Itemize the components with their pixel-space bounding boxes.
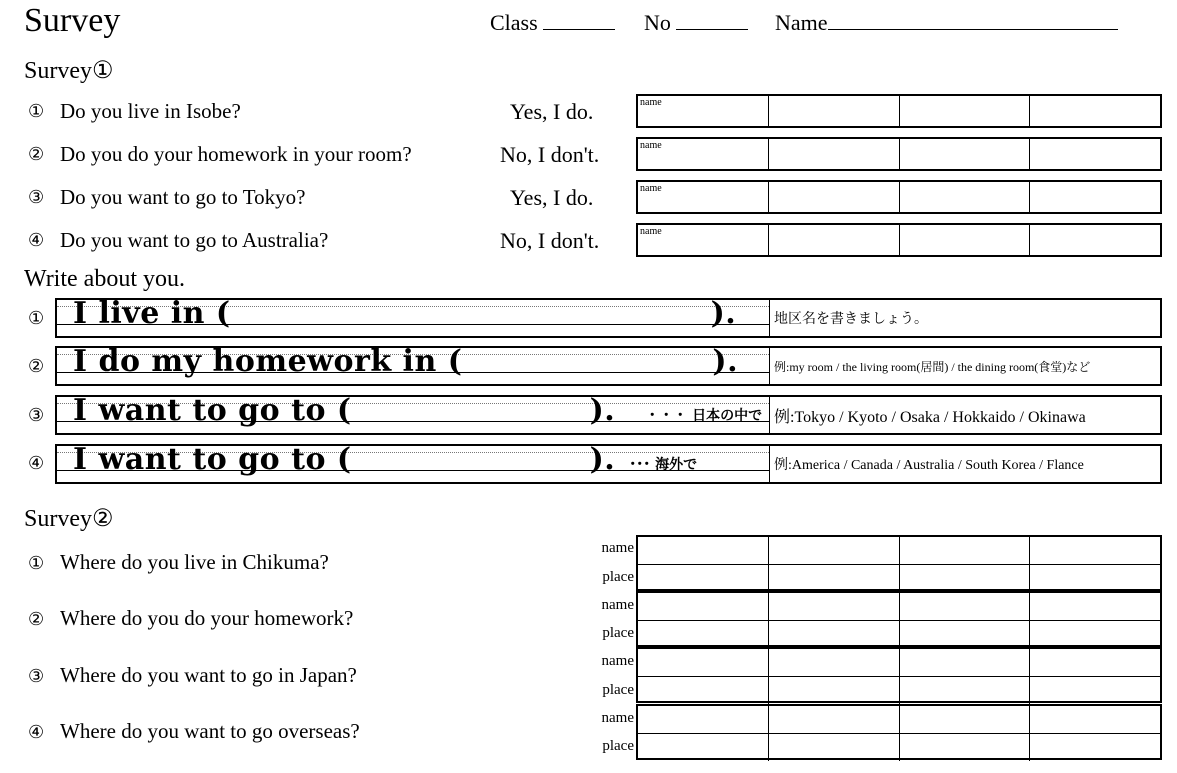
- name-cell[interactable]: [769, 537, 900, 564]
- place-cell[interactable]: [638, 621, 769, 648]
- place-cell[interactable]: [1030, 734, 1160, 761]
- place-cell[interactable]: [769, 621, 900, 648]
- sentence-end: ).: [710, 296, 737, 331]
- cell-name-label: name: [640, 183, 662, 194]
- place-cell[interactable]: [769, 565, 900, 592]
- survey1-q3-text: Do you want to go to Tokyo?: [60, 185, 306, 209]
- answer-cell[interactable]: [638, 225, 769, 255]
- survey1-q1-answer: Yes, I do.: [510, 99, 594, 124]
- survey1-q2-text: Do you do your homework in your room?: [60, 142, 412, 166]
- write-row3-number: ③: [28, 405, 45, 426]
- place-cell[interactable]: [769, 734, 900, 761]
- survey2-q2-name-label: name: [601, 597, 634, 613]
- survey2-q1-grid: [636, 535, 1162, 591]
- survey2-q4-number: ④: [28, 722, 45, 743]
- name-cell[interactable]: [769, 706, 900, 733]
- answer-cell[interactable]: [769, 182, 900, 212]
- survey2-q1-number: ①: [28, 553, 45, 574]
- name-cell[interactable]: [1030, 593, 1160, 620]
- answer-cell[interactable]: [900, 139, 1031, 169]
- answer-cell[interactable]: [638, 139, 769, 169]
- answer-cell[interactable]: [769, 96, 900, 126]
- survey2-q3-place-label: place: [602, 682, 634, 698]
- name-cell[interactable]: [638, 593, 769, 620]
- cell-name-label: name: [640, 140, 662, 151]
- survey2-q3-name-label: name: [601, 653, 634, 669]
- answer-cell[interactable]: [769, 225, 900, 255]
- sentence-end: ).: [589, 442, 616, 477]
- survey2-q3-text: Where do you want to go in Japan?: [60, 663, 357, 687]
- survey1-q4-grid: [636, 223, 1162, 257]
- write-row3-note: ・・・ 日本の中で: [645, 408, 763, 424]
- write-row2-number: ②: [28, 356, 45, 377]
- survey1-q1-number: ①: [28, 101, 45, 122]
- number-blank[interactable]: [676, 11, 748, 30]
- answer-cell[interactable]: [1030, 225, 1160, 255]
- survey2-q2-text: Where do you do your homework?: [60, 606, 354, 630]
- sentence-start: I want to go to (: [73, 393, 352, 428]
- survey2-q3-grid: [636, 647, 1162, 703]
- write-row4-sentence[interactable]: [57, 442, 770, 482]
- write-row1: [55, 298, 1162, 338]
- sentence-end: ).: [589, 393, 616, 428]
- write-row2: [55, 346, 1162, 386]
- answer-cell[interactable]: [769, 139, 900, 169]
- place-cell[interactable]: [900, 734, 1031, 761]
- survey2-q1-text: Where do you live in Chikuma?: [60, 550, 329, 574]
- place-cell[interactable]: [1030, 677, 1160, 704]
- place-cell[interactable]: [900, 565, 1031, 592]
- survey2-q4-place-label: place: [602, 738, 634, 754]
- write-row3: [55, 395, 1162, 435]
- survey1-q3-grid: [636, 180, 1162, 214]
- name-cell[interactable]: [769, 649, 900, 676]
- place-cell[interactable]: [900, 621, 1031, 648]
- no-label: No: [644, 10, 671, 35]
- class-field[interactable]: [490, 10, 615, 36]
- name-cell[interactable]: [900, 537, 1031, 564]
- survey2-q1-place-label: place: [602, 569, 634, 585]
- survey1-q2-answer: No, I don't.: [500, 142, 600, 167]
- write-row2-sentence[interactable]: [57, 344, 770, 384]
- place-cell[interactable]: [769, 677, 900, 704]
- survey1-q4-text: Do you want to go to Australia?: [60, 228, 329, 252]
- sentence-start: I want to go to (: [73, 442, 352, 477]
- sentence-start: I live in (: [73, 296, 231, 331]
- answer-cell[interactable]: [900, 96, 1031, 126]
- answer-cell[interactable]: [900, 225, 1031, 255]
- write-row1-hint: 地区名を書きましょう。: [774, 312, 928, 327]
- survey2-q4-text: Where do you want to go overseas?: [60, 719, 360, 743]
- write-row1-number: ①: [28, 308, 45, 329]
- write-row1-sentence[interactable]: [57, 296, 770, 336]
- survey1-q1-text: Do you live in Isobe?: [60, 99, 241, 123]
- survey1-q3-number: ③: [28, 187, 45, 208]
- survey2-q2-grid: [636, 591, 1162, 647]
- survey1-heading: Survey①: [24, 58, 114, 84]
- answer-cell[interactable]: [900, 182, 1031, 212]
- name-cell[interactable]: [1030, 706, 1160, 733]
- class-label: Class: [490, 10, 538, 35]
- survey1-q4-number: ④: [28, 230, 45, 251]
- name-blank[interactable]: [828, 11, 1118, 30]
- name-field[interactable]: [775, 10, 1118, 36]
- name-cell[interactable]: [1030, 537, 1160, 564]
- survey2-heading: Survey②: [24, 506, 114, 532]
- name-cell[interactable]: [900, 649, 1031, 676]
- survey2-q2-place-label: place: [602, 625, 634, 641]
- name-cell[interactable]: [638, 649, 769, 676]
- answer-cell[interactable]: [638, 96, 769, 126]
- name-cell[interactable]: [638, 706, 769, 733]
- page-title: Survey: [24, 2, 121, 39]
- write-row4-note: ･･･ 海外で: [629, 457, 698, 473]
- place-cell[interactable]: [1030, 565, 1160, 592]
- answer-cell[interactable]: [1030, 96, 1160, 126]
- survey2-q3-number: ③: [28, 666, 45, 687]
- cell-name-label: name: [640, 97, 662, 108]
- survey2-q1-name-label: name: [601, 540, 634, 556]
- survey2-q4-grid: [636, 704, 1162, 760]
- sentence-end: ).: [712, 344, 739, 379]
- place-cell[interactable]: [1030, 621, 1160, 648]
- name-cell[interactable]: [638, 537, 769, 564]
- name-cell[interactable]: [900, 706, 1031, 733]
- survey1-q4-answer: No, I don't.: [500, 228, 600, 253]
- sentence-start: I do my homework in (: [73, 344, 463, 379]
- name-label: Name: [775, 10, 828, 35]
- number-field[interactable]: [644, 10, 748, 36]
- answer-cell[interactable]: [638, 182, 769, 212]
- write-row3-sentence[interactable]: [57, 393, 770, 433]
- write-row3-hint: 例:Tokyo / Kyoto / Osaka / Hokkaido / Okinawa: [774, 408, 1086, 426]
- write-row4: [55, 444, 1162, 484]
- write-row2-hint: 例:my room / the living room(居間) / the dining room(食堂)など: [774, 359, 1091, 374]
- name-cell[interactable]: [769, 593, 900, 620]
- cell-name-label: name: [640, 226, 662, 237]
- place-cell[interactable]: [638, 677, 769, 704]
- answer-cell[interactable]: [1030, 182, 1160, 212]
- survey1-q1-grid: [636, 94, 1162, 128]
- write-heading: Write about you.: [24, 266, 185, 292]
- name-cell[interactable]: [900, 593, 1031, 620]
- survey2-q2-number: ②: [28, 609, 45, 630]
- survey1-q2-grid: [636, 137, 1162, 171]
- answer-cell[interactable]: [1030, 139, 1160, 169]
- write-row4-number: ④: [28, 453, 45, 474]
- place-cell[interactable]: [900, 677, 1031, 704]
- place-cell[interactable]: [638, 565, 769, 592]
- survey1-q2-number: ②: [28, 144, 45, 165]
- survey1-q3-answer: Yes, I do.: [510, 185, 594, 210]
- place-cell[interactable]: [638, 734, 769, 761]
- class-blank[interactable]: [543, 11, 615, 30]
- name-cell[interactable]: [1030, 649, 1160, 676]
- survey2-q4-name-label: name: [601, 710, 634, 726]
- write-row4-hint: 例:America / Canada / Australia / South Korea / Flance: [774, 458, 1084, 473]
